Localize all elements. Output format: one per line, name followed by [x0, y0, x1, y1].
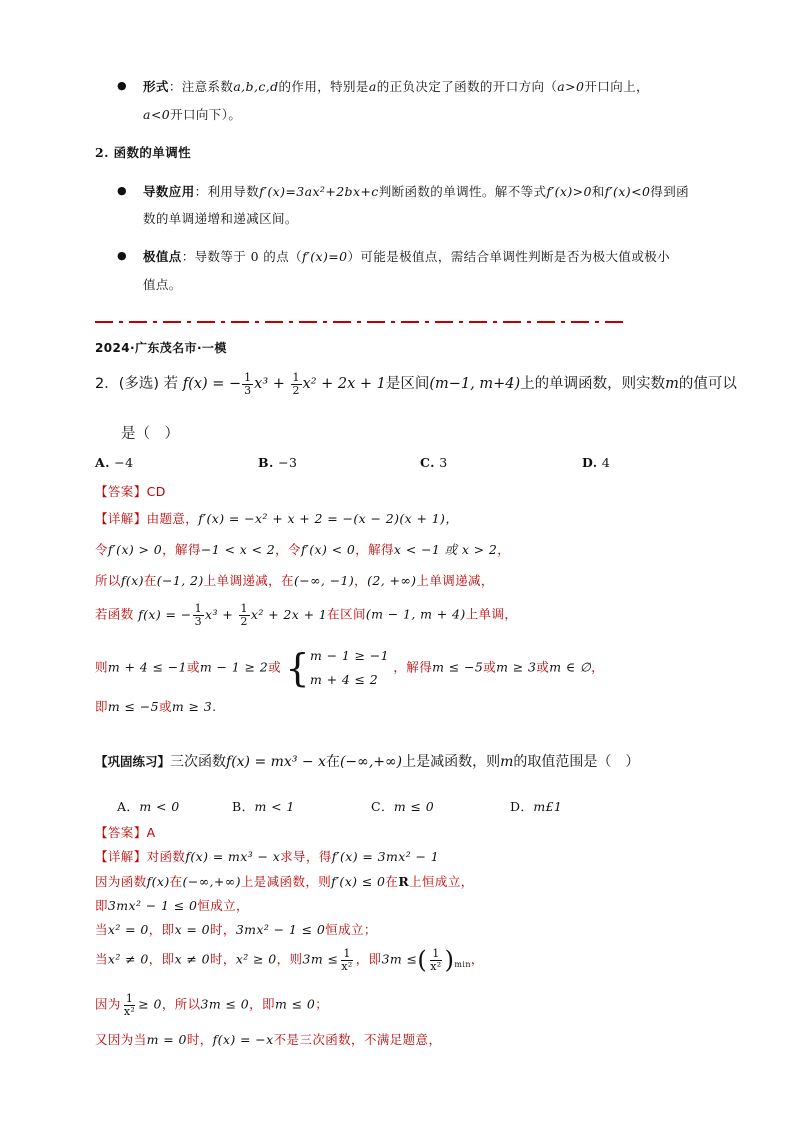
system-row: m − 1 ≥ −1: [309, 648, 390, 663]
option-value: −3: [278, 455, 298, 470]
detail-tag: 【详解】: [95, 849, 147, 864]
option-c[interactable]: [420, 455, 448, 470]
form-cond: a>0: [557, 79, 585, 94]
min-subscript: min: [454, 960, 471, 969]
stem-text: 的值可以: [678, 376, 737, 393]
detail-math: x = 0: [174, 922, 210, 937]
detail-math: (−∞, −1): [293, 573, 355, 588]
frac-num: 1: [194, 602, 203, 615]
frac-den: 3: [194, 614, 203, 628]
detail-math: (2, +∞): [367, 573, 417, 588]
frac-num: 1: [125, 992, 134, 1005]
option-a[interactable]: [95, 455, 133, 470]
detail-math: f(x): [146, 874, 170, 889]
option-label: C.: [420, 455, 435, 470]
detail-text: ，: [354, 573, 368, 588]
stem-text: 三次函数: [170, 754, 227, 770]
detail-text: 即: [95, 898, 108, 913]
detail-math: f′(x) = 3mx² − 1: [331, 849, 440, 864]
detail-text: 即: [95, 699, 108, 714]
detail-math: 3mx² − 1 ≤ 0: [107, 898, 198, 913]
func-term: x² + 2x + 1: [302, 376, 386, 393]
detail-text: ，即: [148, 951, 175, 967]
fraction: [428, 948, 443, 972]
detail-math: x ≠ 0: [174, 951, 210, 967]
detail-text: 则: [95, 659, 108, 675]
detail-math: 3m ≤ 0: [200, 996, 250, 1012]
option-value: −4: [114, 455, 134, 470]
frac-den: x²: [123, 1004, 136, 1018]
extreme-line-2: 值点。: [143, 277, 182, 292]
practice-line-7: [95, 1030, 441, 1048]
practice-answer-line: [95, 823, 156, 841]
detail-text: 因为函数: [95, 874, 147, 889]
extreme-text: ：导数等于 0 的点（: [181, 249, 303, 264]
answer-tag: 【答案】: [95, 484, 147, 499]
question-number: 2: [95, 376, 105, 393]
func-term: x³ +: [205, 606, 238, 622]
paren: ): [444, 946, 455, 974]
option-value: 3: [439, 455, 448, 470]
deriv-ineq: f′(x)<0: [604, 184, 651, 199]
option-value: 4: [601, 455, 611, 470]
detail-line-4: [95, 603, 517, 627]
stem-text: 上的单调函数，则实数: [520, 376, 666, 393]
detail-math: R: [398, 874, 410, 889]
detail-math: m ≥ 3: [496, 659, 537, 675]
function-expression: [182, 371, 386, 397]
question-stem-line-1: [95, 372, 737, 396]
detail-line-5: [95, 644, 604, 692]
practice-option-b[interactable]: [232, 797, 295, 815]
frac-num: 1: [240, 602, 248, 615]
detail-text: ，解得: [162, 542, 201, 557]
detail-text: 在: [385, 874, 399, 889]
detail-text: 上单调，: [465, 606, 518, 622]
practice-line-5: [95, 946, 484, 974]
option-value: m£1: [533, 799, 563, 814]
detail-math: 3mx² − 1 ≤ 0: [235, 922, 326, 937]
detail-text: 因为: [95, 996, 121, 1012]
detail-text: 或: [483, 659, 497, 675]
detail-text: 时，: [210, 951, 236, 967]
extreme-line-1: [143, 247, 670, 265]
detail-math: 3m ≤: [381, 951, 418, 967]
system-brace: {: [285, 646, 310, 690]
form-line-2: [143, 105, 241, 123]
question-tag: ．(多选) 若: [104, 376, 179, 393]
detail-text: 在: [169, 874, 183, 889]
detail-text: ，解得: [393, 659, 433, 675]
practice-option-c[interactable]: [371, 797, 434, 815]
detail-math: m ≤ 0: [274, 996, 316, 1012]
var-m: m: [665, 376, 679, 393]
option-label: B.: [258, 455, 274, 470]
form-text: 的正负决定了函数的开口方向（: [376, 79, 558, 94]
bullet-dot: ●: [117, 79, 127, 92]
stem-text: 的取值范围是（ ）: [513, 754, 640, 770]
option-value: m ≤ 0: [393, 799, 435, 814]
detail-text: ；: [315, 996, 329, 1012]
deriv-text: 判断函数的单调性。解不等式: [378, 184, 547, 199]
fraction: [122, 993, 137, 1017]
practice-line-2: [95, 872, 474, 890]
detail-tag: 【详解】: [95, 511, 147, 526]
detail-text: 对函数: [146, 849, 186, 864]
stem-text: 在: [325, 754, 340, 770]
func-lead: f(x) = −: [182, 376, 242, 393]
practice-stem: [95, 751, 639, 771]
stem-text: 是区间: [385, 376, 430, 393]
detail-text: 不是三次函数，不满足题意，: [273, 1032, 442, 1047]
practice-option-d[interactable]: [510, 797, 562, 815]
detail-math: m − 1 ≥ 2: [199, 659, 269, 675]
func-lead: f(x) = −: [138, 606, 192, 622]
function-expression: [138, 602, 328, 628]
detail-text: ，即: [249, 996, 275, 1012]
paren: (: [417, 946, 428, 974]
detail-text: ，: [497, 542, 511, 557]
form-a: a: [368, 79, 377, 94]
detail-math: m + 4 ≤ −1: [107, 659, 187, 675]
detail-math: −1 < x < 2: [200, 542, 276, 557]
detail-text: 在: [143, 573, 157, 588]
detail-line-2: [95, 540, 510, 558]
detail-math: (m − 1, m + 4): [365, 606, 466, 622]
option-label: A.: [95, 455, 110, 470]
frac-num: 1: [432, 946, 440, 960]
form-text: ：注意系数: [168, 79, 234, 94]
deriv-text: 得到函: [650, 184, 689, 199]
extreme-text: ）可能是极值点，需结合单调性判断是否为极大值或极小: [347, 249, 671, 264]
detail-text: ，令: [275, 542, 301, 557]
detail-text: 又因为当: [95, 1032, 147, 1047]
dash-dot-divider: [95, 318, 623, 326]
detail-math: m = 0: [146, 1032, 187, 1047]
detail-line-3: [95, 571, 494, 589]
extreme-expr: f′(x)=0: [302, 249, 348, 264]
deriv-line-2: 数的单调递增和递减区间。: [143, 211, 298, 226]
form-cond: a<0: [143, 107, 171, 122]
deriv-ineq: f′(x)>0: [546, 184, 592, 199]
fraction: [339, 948, 354, 972]
frac-num: 1: [343, 946, 351, 960]
question-stem-line-2: 是（ ）: [121, 426, 179, 442]
answer-value: CD: [146, 484, 166, 499]
detail-math: f′(x) < 0: [300, 542, 356, 557]
detail-text: 由题意，: [146, 511, 199, 526]
detail-math: f(x): [120, 573, 144, 588]
detail-text: ，所以: [161, 996, 201, 1012]
option-label: D．: [510, 799, 534, 814]
detail-text: 上恒成立，: [409, 874, 474, 889]
detail-math: m ≥ 3: [171, 699, 213, 714]
detail-text: 当: [95, 922, 108, 937]
detail-text: ，: [470, 951, 484, 967]
detail-text: 上是减函数，则: [240, 874, 332, 889]
detail-text: 或: [268, 659, 281, 675]
frac-den: 3: [244, 383, 252, 397]
answer-line: [95, 482, 166, 500]
deriv-term: 导数应用: [143, 184, 195, 199]
detail-math: (−1, 2): [156, 573, 204, 588]
detail-line-6: [95, 697, 217, 715]
frac-num: 1: [292, 371, 300, 384]
option-label: A．: [117, 799, 140, 814]
detail-text: 上单调递减，: [416, 573, 494, 588]
form-text: 的作用，特别是: [278, 79, 369, 94]
detail-text: ，解得: [355, 542, 394, 557]
practice-tag: 【巩固练习】: [95, 754, 171, 769]
detail-text: 当: [95, 951, 108, 967]
detail-math: ≥ 0: [138, 996, 162, 1012]
option-value: m < 1: [254, 799, 295, 814]
form-text: 开口向上，: [584, 79, 649, 94]
detail-text: 时，: [186, 1032, 213, 1047]
detail-math: f′(x) > 0: [107, 542, 163, 557]
detail-text: 恒成立；: [325, 922, 377, 937]
detail-math: m ≤ −5: [107, 699, 160, 714]
detail-math: f(x) = −x: [212, 1032, 274, 1047]
option-value: m < 0: [139, 799, 180, 814]
detail-text: 若函数: [95, 606, 134, 622]
func-term: x³ +: [254, 376, 290, 393]
detail-math: m ≤ −5: [432, 659, 484, 675]
detail-math: x² = 0: [107, 922, 149, 937]
practice-line-4: [95, 920, 377, 938]
detail-math: x² ≥ 0: [235, 951, 277, 967]
extreme-term: 极值点: [143, 249, 182, 264]
detail-math: f(x) = mx³ − x: [185, 849, 281, 864]
frac-den: x²: [341, 959, 353, 973]
form-line-1: [143, 77, 649, 95]
option-label: C．: [371, 799, 394, 814]
detail-text: ，: [591, 659, 605, 675]
detail-text: 恒成立，: [197, 898, 249, 913]
detail-math: f′(x) = −x² + x + 2 = −(x − 2)(x + 1)，: [198, 511, 459, 526]
deriv-text: ：利用导数: [194, 184, 260, 199]
option-label: B．: [232, 799, 255, 814]
func-term: x² + 2x + 1: [250, 606, 328, 622]
deriv-expr: f′(x)=3ax²+2bx+c: [259, 184, 379, 199]
detail-text: 或: [536, 659, 550, 675]
detail-math: x² ≠ 0: [107, 951, 149, 967]
detail-math: x < −1 或 x > 2: [393, 542, 498, 557]
detail-math: m ∈ ∅: [549, 659, 592, 675]
var-m: m: [500, 754, 514, 770]
section-title: 2. 函数的单调性: [95, 145, 192, 160]
detail-text: ，即: [148, 922, 175, 937]
bullet-dot: ●: [117, 184, 127, 197]
answer-value: A: [146, 825, 156, 840]
detail-text: 令: [95, 542, 108, 557]
detail-text: 求导，得: [280, 849, 332, 864]
stem-math: f(x) = mx³ − x: [226, 754, 326, 770]
detail-text: .: [212, 699, 217, 714]
frac-den: 2: [240, 614, 248, 628]
form-term: 形式: [143, 79, 169, 94]
detail-math: 3m ≤: [302, 951, 339, 967]
option-label: D.: [582, 455, 598, 470]
deriv-line-1: [143, 182, 689, 200]
detail-text: 上单调递减，在: [203, 573, 294, 588]
detail-math: (−∞,+∞): [182, 874, 241, 889]
frac-den: x²: [430, 959, 442, 973]
detail-text: 所以: [95, 573, 121, 588]
stem-math: (−∞,+∞): [339, 754, 403, 770]
detail-text: ，则: [276, 951, 303, 967]
detail-text: 或: [186, 659, 200, 675]
detail-text: 在区间: [327, 606, 366, 622]
inequality-system: [310, 644, 389, 692]
stem-text: 上是减函数，则: [402, 754, 501, 770]
bullet-dot: ●: [117, 249, 127, 262]
frac-num: 1: [244, 371, 252, 384]
answer-tag: 【答案】: [95, 825, 147, 840]
frac-den: 2: [292, 383, 300, 397]
form-text: 开口向下）。: [170, 107, 242, 122]
option-d[interactable]: [582, 455, 610, 470]
deriv-text: 和: [591, 184, 605, 199]
interval-expr: (m−1, m+4): [429, 376, 521, 393]
option-b[interactable]: [258, 455, 297, 470]
detail-text: ，即: [355, 951, 382, 967]
detail-text: 时，: [210, 922, 236, 937]
practice-line-6: [95, 993, 328, 1017]
practice-option-a[interactable]: [117, 797, 180, 815]
practice-line-1: [95, 847, 439, 865]
system-row: m + 4 ≤ 2: [309, 672, 379, 687]
form-vars: a,b,c,d: [233, 79, 279, 94]
question-source: 2024·广东茂名市·一模: [95, 341, 227, 355]
practice-line-3: [95, 896, 249, 914]
detail-math: f′(x) ≤ 0: [331, 874, 386, 889]
detail-line-1: [95, 509, 458, 527]
detail-text: 或: [159, 699, 172, 714]
